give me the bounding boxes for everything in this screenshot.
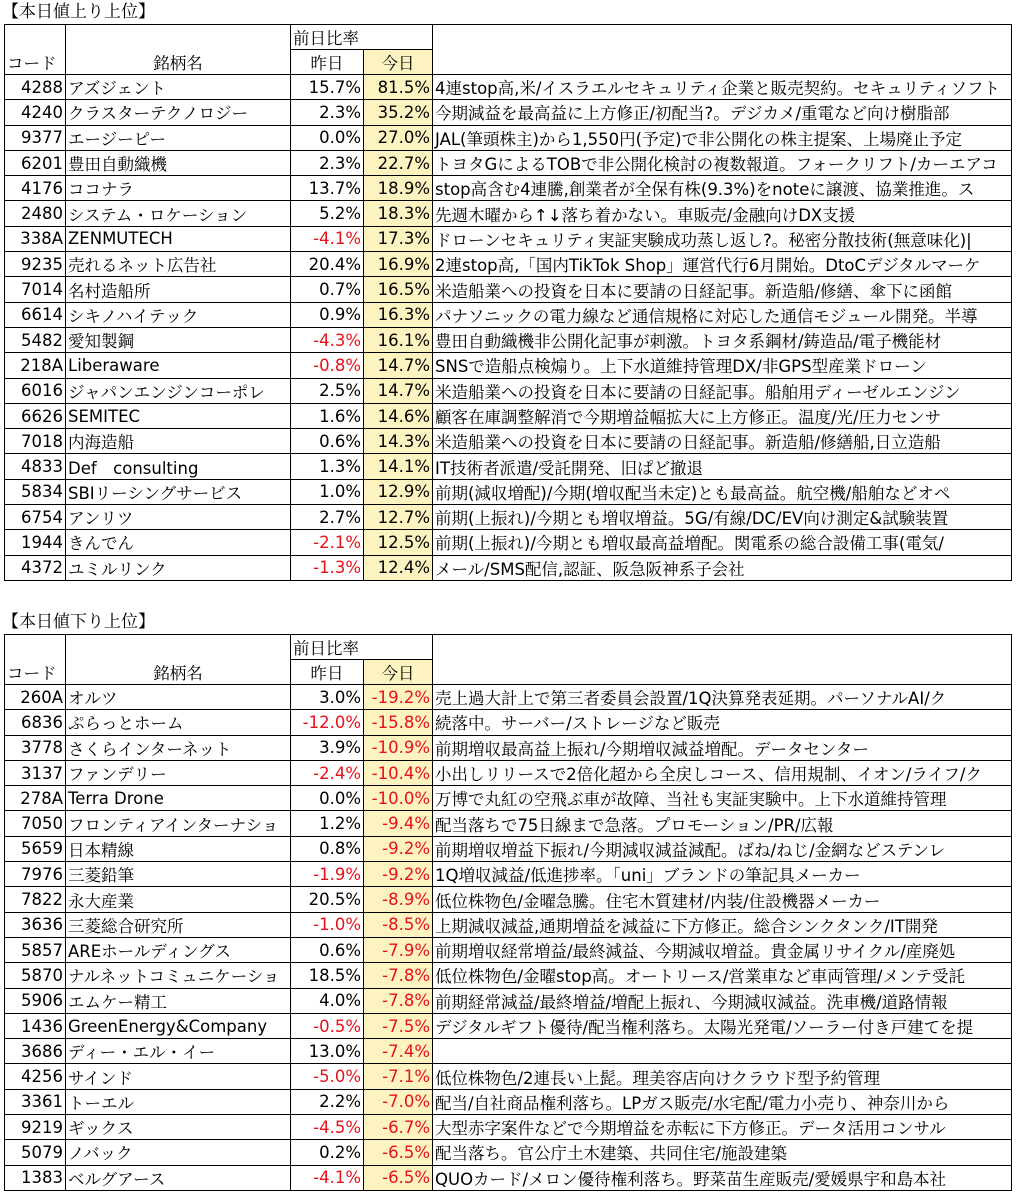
stock-name: ファンデリー — [66, 760, 291, 785]
prev-ratio: 13.7% — [291, 176, 364, 201]
stock-note: 低位株物色/金曜急騰。住宅木質建材/内装/住設機器メーカー — [433, 887, 1012, 912]
table-row — [5, 811, 1012, 836]
prev-ratio: -12.0% — [291, 710, 364, 735]
prev-ratio: 0.6% — [291, 429, 364, 454]
stock-name: Liberaware — [66, 353, 291, 378]
header-prev: 昨日 — [291, 660, 364, 685]
table-row — [5, 862, 1012, 887]
stock-name: 豊田自動織機 — [66, 150, 291, 175]
stock-name: ぷらっとホーム — [66, 710, 291, 735]
table-row — [5, 125, 1012, 150]
stock-name: ナルネットコミュニケーショ — [66, 963, 291, 988]
losers-table — [4, 634, 1012, 1191]
stock-note: SNSで造船点検煽り。上下水道維持管理DX/非GPS型産業ドローン — [433, 353, 1012, 378]
today-ratio: -7.5% — [364, 1013, 433, 1038]
table-row — [5, 454, 1012, 479]
stock-note: 万博で丸紅の空飛ぶ車が故障、当社も実証実験中。上下水道維持管理 — [433, 786, 1012, 811]
header-code: コード — [5, 50, 66, 75]
header-ratio: 前日比率 — [291, 635, 433, 660]
header-code: コード — [5, 660, 66, 685]
stock-code: 9377 — [5, 125, 66, 150]
stock-code: 1944 — [5, 530, 66, 555]
table-row — [5, 302, 1012, 327]
stock-name: ディー・エル・イー — [66, 1039, 291, 1064]
today-ratio: -10.9% — [364, 735, 433, 760]
today-ratio: 18.3% — [364, 201, 433, 226]
stock-code: 3361 — [5, 1089, 66, 1114]
today-ratio: -7.8% — [364, 988, 433, 1013]
stock-note: 配当落ちで75日線まで急落。プロモーション/PR/広報 — [433, 811, 1012, 836]
table-row — [5, 760, 1012, 785]
prev-ratio: 0.6% — [291, 937, 364, 962]
stock-name: エムケー精工 — [66, 988, 291, 1013]
prev-ratio: 4.0% — [291, 988, 364, 1013]
stock-name: アンリツ — [66, 505, 291, 530]
table-row — [5, 836, 1012, 861]
today-ratio: 12.5% — [364, 530, 433, 555]
stock-note: 上期減収減益,通期増益を減益に下方修正。総合シンクタンク/IT開発 — [433, 912, 1012, 937]
prev-ratio: 1.3% — [291, 454, 364, 479]
header-ratio: 前日比率 — [291, 25, 433, 50]
prev-ratio: 0.9% — [291, 302, 364, 327]
stock-code: 4372 — [5, 555, 66, 580]
prev-ratio: 2.7% — [291, 505, 364, 530]
today-ratio: -9.4% — [364, 811, 433, 836]
header-blank — [66, 25, 291, 50]
header-blank — [433, 50, 1012, 75]
table-row — [5, 530, 1012, 555]
today-ratio: 17.3% — [364, 226, 433, 251]
stock-name: サインド — [66, 1064, 291, 1089]
stock-code: 6016 — [5, 378, 66, 403]
stock-name: 愛知製鋼 — [66, 327, 291, 352]
prev-ratio: -4.1% — [291, 226, 364, 251]
table-row — [5, 1039, 1012, 1064]
prev-ratio: -4.5% — [291, 1115, 364, 1140]
stock-note: デジタルギフト優待/配当権利落ち。太陽光発電/ソーラー付き戸建てを提 — [433, 1013, 1012, 1038]
stock-code: 4288 — [5, 75, 66, 100]
stock-code: 4176 — [5, 176, 66, 201]
stock-code: 4240 — [5, 100, 66, 125]
today-ratio: 12.4% — [364, 555, 433, 580]
stock-code: 2480 — [5, 201, 66, 226]
stock-name: Def consulting — [66, 454, 291, 479]
table-row — [5, 277, 1012, 302]
stock-name: シキノハイテック — [66, 302, 291, 327]
prev-ratio: 0.2% — [291, 1140, 364, 1165]
header-blank — [5, 25, 66, 50]
prev-ratio: 3.9% — [291, 735, 364, 760]
stock-name: 永大産業 — [66, 887, 291, 912]
stock-name: エージーピー — [66, 125, 291, 150]
stock-code: 6754 — [5, 505, 66, 530]
table-row — [5, 685, 1012, 710]
stock-note: 低位株物色/2連長い上髭。理美容店向けクラウド型予約管理 — [433, 1064, 1012, 1089]
stock-name: アズジェント — [66, 75, 291, 100]
stock-note: 前期(減収増配)/今期(増収配当未定)とも最高益。航空機/船舶などオペ — [433, 479, 1012, 504]
stock-note: 前期増収最高益上振れ/今期増収減益増配。データセンター — [433, 735, 1012, 760]
stock-name: 日本精線 — [66, 836, 291, 861]
stock-code: 3686 — [5, 1039, 66, 1064]
stock-note: 続落中。サーバー/ストレージなど販売 — [433, 710, 1012, 735]
stock-name: 名村造船所 — [66, 277, 291, 302]
stock-name: ユミルリンク — [66, 555, 291, 580]
today-ratio: 35.2% — [364, 100, 433, 125]
stock-note: 米造船業への投資を日本に要請の日経記事。新造船/修繕、傘下に函館 — [433, 277, 1012, 302]
stock-note: 前期(上振れ)/今期とも増収増益。5G/有線/DC/EV向け測定&試験装置 — [433, 505, 1012, 530]
stock-note: 前期増収増益下振れ/今期減収減益減配。ばね/ねじ/金網などステンレ — [433, 836, 1012, 861]
stock-name: ジャパンエンジンコーポレ — [66, 378, 291, 403]
prev-ratio: 2.3% — [291, 100, 364, 125]
stock-name: きんでん — [66, 530, 291, 555]
header-name: 銘柄名 — [66, 50, 291, 75]
stock-name: さくらインターネット — [66, 735, 291, 760]
stock-name: 内海造船 — [66, 429, 291, 454]
stock-code: 6614 — [5, 302, 66, 327]
table-row — [5, 887, 1012, 912]
header-today: 今日 — [364, 660, 433, 685]
table-row — [5, 988, 1012, 1013]
prev-ratio: 5.2% — [291, 201, 364, 226]
stock-code: 9235 — [5, 252, 66, 277]
stock-note: 前期増収経常増益/最終減益、今期減収増益。貴金属リサイクル/産廃処 — [433, 937, 1012, 962]
prev-ratio: -1.0% — [291, 912, 364, 937]
stock-code: 3778 — [5, 735, 66, 760]
stock-code: 1436 — [5, 1013, 66, 1038]
prev-ratio: 20.4% — [291, 252, 364, 277]
stock-note: 豊田自動織機非公開化記事が刺激。トヨタ系鋼材/鋳造品/電子機能材 — [433, 327, 1012, 352]
table-row — [5, 252, 1012, 277]
stock-note: QUOカード/メロン優待権利落ち。野菜苗生産販売/愛媛県宇和島本社 — [433, 1165, 1012, 1190]
today-ratio: -15.8% — [364, 710, 433, 735]
stock-note: 4連stop高,米/イスラエルセキュリティ企業と販売契約。セキュリティソフト — [433, 75, 1012, 100]
header-prev: 昨日 — [291, 50, 364, 75]
stock-note: 2連stop高,「国内TikTok Shop」運営代行6月開始。DtoCデジタルマーケ — [433, 252, 1012, 277]
stock-note — [433, 1039, 1012, 1064]
today-ratio: -7.1% — [364, 1064, 433, 1089]
table-row — [5, 1165, 1012, 1190]
today-ratio: -6.5% — [364, 1140, 433, 1165]
stock-code: 4833 — [5, 454, 66, 479]
stock-code: 7018 — [5, 429, 66, 454]
stock-name: Terra Drone — [66, 786, 291, 811]
table-row — [5, 710, 1012, 735]
stock-code: 7014 — [5, 277, 66, 302]
prev-ratio: 15.7% — [291, 75, 364, 100]
header-blank — [66, 635, 291, 660]
today-ratio: 27.0% — [364, 125, 433, 150]
today-ratio: -6.5% — [364, 1165, 433, 1190]
stock-name: フロンティアインターナショ — [66, 811, 291, 836]
gainers-title: 【本日値上り上位】 — [2, 2, 155, 22]
stock-code: 5834 — [5, 479, 66, 504]
table-row — [5, 937, 1012, 962]
today-ratio: 16.3% — [364, 302, 433, 327]
today-ratio: 81.5% — [364, 75, 433, 100]
stock-note: トヨタGによるTOBで非公開化検討の複数報道。フォークリフト/カーエアコ — [433, 150, 1012, 175]
today-ratio: 12.7% — [364, 505, 433, 530]
stock-note: JAL(筆頭株主)から1,550円(予定)で非公開化の株主提案、上場廃止予定 — [433, 125, 1012, 150]
prev-ratio: 1.0% — [291, 479, 364, 504]
table-row — [5, 479, 1012, 504]
stock-note: ドローンセキュリティ実証実験成功蒸し返し?。秘密分散技術(無意味化)| — [433, 226, 1012, 251]
today-ratio: 16.1% — [364, 327, 433, 352]
stock-name: オルツ — [66, 685, 291, 710]
stock-code: 1383 — [5, 1165, 66, 1190]
stock-name: ノバック — [66, 1140, 291, 1165]
today-ratio: 14.7% — [364, 353, 433, 378]
table-row — [5, 378, 1012, 403]
stock-code: 7976 — [5, 862, 66, 887]
stock-note: 低位株物色/金曜stop高。オートリース/営業車など車両管理/メンテ受託 — [433, 963, 1012, 988]
prev-ratio: 1.2% — [291, 811, 364, 836]
today-ratio: 14.1% — [364, 454, 433, 479]
table-row — [5, 963, 1012, 988]
stock-code: 218A — [5, 353, 66, 378]
header-blank — [433, 25, 1012, 50]
table-row — [5, 201, 1012, 226]
stock-note: 配当/自社商品権利落ち。LPガス販売/水宅配/電力小売り、神奈川から — [433, 1089, 1012, 1114]
prev-ratio: -1.3% — [291, 555, 364, 580]
stock-code: 9219 — [5, 1115, 66, 1140]
table-row — [5, 327, 1012, 352]
stock-code: 278A — [5, 786, 66, 811]
stock-code: 7050 — [5, 811, 66, 836]
stock-note: stop高含む4連騰,創業者が全保有株(9.3%)をnoteに譲渡、協業推進。ス — [433, 176, 1012, 201]
table-row — [5, 226, 1012, 251]
today-ratio: -10.0% — [364, 786, 433, 811]
prev-ratio: 18.5% — [291, 963, 364, 988]
stock-code: 5870 — [5, 963, 66, 988]
stock-code: 7822 — [5, 887, 66, 912]
table-row — [5, 1089, 1012, 1114]
stock-name: AREホールディングス — [66, 937, 291, 962]
today-ratio: -6.7% — [364, 1115, 433, 1140]
prev-ratio: -0.5% — [291, 1013, 364, 1038]
stock-note: パナソニックの電力線など通信規格に対応した通信モジュール開発。半導 — [433, 302, 1012, 327]
prev-ratio: 0.0% — [291, 786, 364, 811]
stock-note: 配当落ち。官公庁土木建築、共同住宅/施設建築 — [433, 1140, 1012, 1165]
table-row — [5, 176, 1012, 201]
table-row — [5, 786, 1012, 811]
stock-code: 4256 — [5, 1064, 66, 1089]
stock-code: 5659 — [5, 836, 66, 861]
prev-ratio: 2.2% — [291, 1089, 364, 1114]
stock-code: 3137 — [5, 760, 66, 785]
stock-note: 売上過大計上で第三者委員会設置/1Q決算発表延期。パーソナルAI/ク — [433, 685, 1012, 710]
header-blank — [5, 635, 66, 660]
today-ratio: -8.9% — [364, 887, 433, 912]
prev-ratio: 1.6% — [291, 403, 364, 428]
today-ratio: -9.2% — [364, 862, 433, 887]
today-ratio: 12.9% — [364, 479, 433, 504]
stock-note: 先週木曜から↑↓落ち着かない。車販売/金融向けDX支援 — [433, 201, 1012, 226]
today-ratio: -10.4% — [364, 760, 433, 785]
stock-code: 5857 — [5, 937, 66, 962]
today-ratio: -9.2% — [364, 836, 433, 861]
table-row — [5, 1064, 1012, 1089]
stock-name: 三菱総合研究所 — [66, 912, 291, 937]
today-ratio: -7.8% — [364, 963, 433, 988]
table-row — [5, 555, 1012, 580]
stock-note: 小出しリリースで2倍化超から全戻しコース、信用規制、イオン/ライフ/ク — [433, 760, 1012, 785]
table-row — [5, 505, 1012, 530]
table-row — [5, 150, 1012, 175]
stock-note: 今期減益を最高益に上方修正/初配当?。デジカメ/重電など向け樹脂部 — [433, 100, 1012, 125]
stock-name: SEMITEC — [66, 403, 291, 428]
prev-ratio: -4.3% — [291, 327, 364, 352]
prev-ratio: -1.9% — [291, 862, 364, 887]
table-row — [5, 75, 1012, 100]
table-row — [5, 1013, 1012, 1038]
today-ratio: -7.9% — [364, 937, 433, 962]
prev-ratio: -5.0% — [291, 1064, 364, 1089]
header-blank — [433, 635, 1012, 660]
table-row — [5, 429, 1012, 454]
header-name: 銘柄名 — [66, 660, 291, 685]
prev-ratio: 20.5% — [291, 887, 364, 912]
header-blank — [433, 660, 1012, 685]
prev-ratio: 0.0% — [291, 125, 364, 150]
table-row — [5, 353, 1012, 378]
prev-ratio: 0.7% — [291, 277, 364, 302]
table-row — [5, 1115, 1012, 1140]
today-ratio: -7.0% — [364, 1089, 433, 1114]
today-ratio: 18.9% — [364, 176, 433, 201]
stock-code: 6201 — [5, 150, 66, 175]
stock-note: 顧客在庫調整解消で今期増益幅拡大に上方修正。温度/光/圧力センサ — [433, 403, 1012, 428]
header-today: 今日 — [364, 50, 433, 75]
prev-ratio: 0.8% — [291, 836, 364, 861]
stock-note: IT技術者派遣/受託開発、旧ぱど撤退 — [433, 454, 1012, 479]
stock-code: 3636 — [5, 912, 66, 937]
losers-title: 【本日値下り上位】 — [2, 612, 155, 632]
today-ratio: 14.6% — [364, 403, 433, 428]
table-row — [5, 735, 1012, 760]
stock-name: クラスターテクノロジー — [66, 100, 291, 125]
stock-name: システム・ロケーション — [66, 201, 291, 226]
stock-note: 1Q増収減益/低進捗率。「uni」ブランドの筆記具メーカー — [433, 862, 1012, 887]
stock-name: 売れるネット広告社 — [66, 252, 291, 277]
stock-code: 6626 — [5, 403, 66, 428]
stock-name: ベルグアース — [66, 1165, 291, 1190]
today-ratio: -19.2% — [364, 685, 433, 710]
stock-name: 三菱鉛筆 — [66, 862, 291, 887]
stock-name: GreenEnergy&Company — [66, 1013, 291, 1038]
stock-name: ZENMUTECH — [66, 226, 291, 251]
table-row — [5, 1140, 1012, 1165]
prev-ratio: 2.5% — [291, 378, 364, 403]
stock-note: 前期経常減益/最終増益/増配上振れ、今期減収減益。洗車機/道路情報 — [433, 988, 1012, 1013]
gainers-table — [4, 24, 1012, 581]
prev-ratio: 13.0% — [291, 1039, 364, 1064]
prev-ratio: -0.8% — [291, 353, 364, 378]
stock-note: 前期(上振れ)/今期とも増収最高益増配。関電系の総合設備工事(電気/ — [433, 530, 1012, 555]
stock-note: 大型赤字案件などで今期増益を赤転に下方修正。データ活用コンサル — [433, 1115, 1012, 1140]
stock-name: トーエル — [66, 1089, 291, 1114]
table-row — [5, 403, 1012, 428]
stock-name: SBIリーシングサービス — [66, 479, 291, 504]
stock-name: ギックス — [66, 1115, 291, 1140]
today-ratio: 16.5% — [364, 277, 433, 302]
prev-ratio: 3.0% — [291, 685, 364, 710]
stock-code: 5079 — [5, 1140, 66, 1165]
today-ratio: 16.9% — [364, 252, 433, 277]
table-row — [5, 912, 1012, 937]
prev-ratio: -4.1% — [291, 1165, 364, 1190]
stock-name: ココナラ — [66, 176, 291, 201]
stock-code: 338A — [5, 226, 66, 251]
today-ratio: -7.4% — [364, 1039, 433, 1064]
today-ratio: 14.7% — [364, 378, 433, 403]
stock-note: 米造船業への投資を日本に要請の日経記事。新造船/修繕船,日立造船 — [433, 429, 1012, 454]
stock-code: 5906 — [5, 988, 66, 1013]
today-ratio: -8.5% — [364, 912, 433, 937]
stock-code: 260A — [5, 685, 66, 710]
today-ratio: 14.3% — [364, 429, 433, 454]
stock-code: 5482 — [5, 327, 66, 352]
prev-ratio: 2.3% — [291, 150, 364, 175]
stock-note: メール/SMS配信,認証、阪急阪神系子会社 — [433, 555, 1012, 580]
today-ratio: 22.7% — [364, 150, 433, 175]
table-row — [5, 100, 1012, 125]
prev-ratio: -2.1% — [291, 530, 364, 555]
stock-code: 6836 — [5, 710, 66, 735]
prev-ratio: -2.4% — [291, 760, 364, 785]
stock-note: 米造船業への投資を日本に要請の日経記事。船舶用ディーゼルエンジン — [433, 378, 1012, 403]
